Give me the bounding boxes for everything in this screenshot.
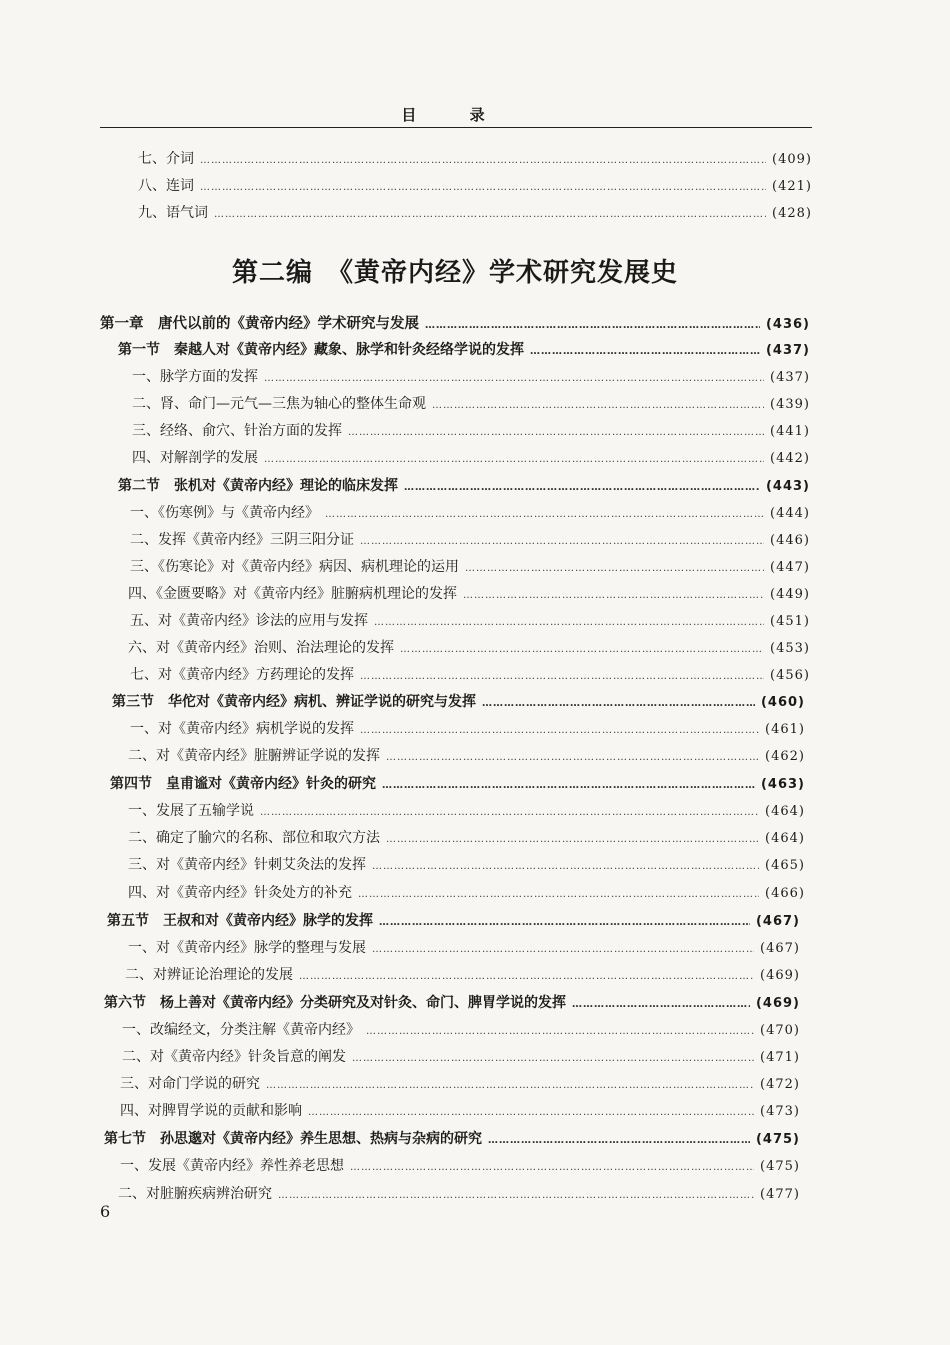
toc-section xyxy=(118,339,810,363)
toc-entry-page: (409) xyxy=(772,152,812,167)
toc-entry-page: (421) xyxy=(772,179,812,194)
dot-leader xyxy=(488,1135,750,1146)
toc-entry-title: 一、《伤寒例》与《黄帝内经》 xyxy=(130,505,319,521)
dot-leader xyxy=(463,590,764,601)
dot-leader xyxy=(360,725,759,736)
toc-chapter xyxy=(100,312,810,336)
toc-item xyxy=(138,202,812,226)
dot-leader xyxy=(358,889,759,900)
toc-entry-title: 第二节 张机对《黄帝内经》理论的临床发挥 xyxy=(118,478,398,494)
toc-entry-title: 一、对《黄帝内经》脉学的整理与发展 xyxy=(128,940,366,956)
part-title: 第二编 《黄帝内经》学术研究发展史 xyxy=(231,258,678,288)
toc-item xyxy=(132,393,810,417)
toc-entry-page: (437) xyxy=(765,343,810,358)
toc-entry-page: (446) xyxy=(770,533,810,548)
toc-item xyxy=(128,745,805,769)
toc-section xyxy=(104,992,800,1016)
toc-entry-page: (465) xyxy=(765,858,805,873)
toc-entry-page: (437) xyxy=(770,370,810,385)
toc-entry-title: 三、经络、俞穴、针治方面的发挥 xyxy=(132,423,342,439)
toc-entry-page: (475) xyxy=(755,1132,800,1147)
toc-entry-page: (470) xyxy=(760,1023,800,1038)
toc-entry-title: 三、对命门学说的研究 xyxy=(120,1076,260,1092)
toc-entry-title: 三、《伤寒论》对《黄帝内经》病因、病机理论的运用 xyxy=(130,559,459,575)
dot-leader xyxy=(214,209,766,220)
dot-leader xyxy=(404,482,760,493)
toc-entry-title: 四、对《黄帝内经》针灸处方的补充 xyxy=(128,885,352,901)
dot-leader xyxy=(379,917,750,928)
toc-entry-page: (471) xyxy=(760,1050,800,1065)
toc-entry-page: (467) xyxy=(755,914,800,929)
toc-entry-page: (456) xyxy=(770,668,810,683)
toc-entry-title: 五、对《黄帝内经》诊法的应用与发挥 xyxy=(130,613,368,629)
toc-item xyxy=(128,937,800,961)
toc-entry-page: (463) xyxy=(760,777,805,792)
toc-entry-page: (464) xyxy=(765,804,805,819)
toc-entry-title: 第七节 孙思邈对《黄帝内经》养生思想、热病与杂病的研究 xyxy=(104,1131,482,1147)
toc-item xyxy=(130,529,810,553)
dot-leader xyxy=(400,644,764,655)
header-rule xyxy=(100,127,812,128)
toc-entry-title: 二、确定了腧穴的名称、部位和取穴方法 xyxy=(128,830,380,846)
dot-leader xyxy=(366,1026,754,1037)
toc-item xyxy=(128,854,805,878)
dot-leader xyxy=(386,834,759,845)
dot-leader xyxy=(386,752,759,763)
toc-entry-page: (460) xyxy=(760,695,805,710)
toc-entry-title: 一、对《黄帝内经》病机学说的发挥 xyxy=(130,721,354,737)
toc-section xyxy=(104,1128,800,1152)
toc-section xyxy=(107,910,800,934)
toc-entry-title: 一、发展《黄帝内经》养性养老思想 xyxy=(120,1158,344,1174)
toc-item xyxy=(122,1019,800,1043)
running-head: 目 录 xyxy=(401,106,509,124)
toc-entry-page: (444) xyxy=(770,506,810,521)
dot-leader xyxy=(382,780,755,791)
toc-entry-page: (475) xyxy=(760,1159,800,1174)
toc-entry-title: 一、改编经文，分类注解《黄帝内经》 xyxy=(122,1022,360,1038)
dot-leader xyxy=(360,536,764,547)
toc-entry-page: (436) xyxy=(765,317,810,332)
toc-entry-title: 二、对辨证论治理论的发展 xyxy=(125,967,293,983)
toc-entry-page: (466) xyxy=(765,886,805,901)
toc-entry-title: 第六节 杨上善对《黄帝内经》分类研究及对针灸、命门、脾胃学说的发挥 xyxy=(104,995,566,1011)
toc-entry-title: 第一章 唐代以前的《黄帝内经》学术研究与发展 xyxy=(100,316,419,332)
toc-entry-title: 七、介词 xyxy=(138,151,194,167)
toc-entry-page: (472) xyxy=(760,1077,800,1092)
toc-item xyxy=(128,882,805,906)
toc-item xyxy=(130,610,810,634)
toc-entry-page: (442) xyxy=(770,451,810,466)
toc-entry-page: (441) xyxy=(770,424,810,439)
toc-item xyxy=(125,964,800,988)
dot-leader xyxy=(264,373,764,384)
toc-entry-page: (467) xyxy=(760,941,800,956)
toc-item xyxy=(122,1046,800,1070)
toc-entry-title: 二、对《黄帝内经》针灸旨意的阐发 xyxy=(122,1049,346,1065)
toc-item xyxy=(130,556,810,580)
dot-leader xyxy=(350,1162,754,1173)
toc-entry-title: 六、对《黄帝内经》治则、治法理论的发挥 xyxy=(128,640,394,656)
toc-item xyxy=(120,1073,800,1097)
toc-entry-title: 二、肾、命门—元气—三焦为轴心的整体生命观 xyxy=(132,396,426,412)
toc-entry-title: 八、连词 xyxy=(138,178,194,194)
dot-leader xyxy=(432,400,764,411)
toc-entry-page: (469) xyxy=(760,968,800,983)
toc-item xyxy=(138,148,812,172)
toc-item xyxy=(132,366,810,390)
toc-item xyxy=(128,800,805,824)
toc-entry-title: 第四节 皇甫谧对《黄帝内经》针灸的研究 xyxy=(110,776,376,792)
toc-item xyxy=(130,502,810,526)
toc-entry-page: (464) xyxy=(765,831,805,846)
dot-leader xyxy=(278,1190,754,1201)
toc-entry-title: 四、对脾胃学说的贡献和影响 xyxy=(120,1103,302,1119)
dot-leader xyxy=(264,454,764,465)
toc-entry-title: 九、语气词 xyxy=(138,205,208,221)
toc-entry-page: (439) xyxy=(770,397,810,412)
toc-entry-title: 七、对《黄帝内经》方药理论的发挥 xyxy=(130,667,354,683)
toc-item xyxy=(132,420,810,444)
toc-entry-page: (473) xyxy=(760,1104,800,1119)
dot-leader xyxy=(299,971,754,982)
toc-entry-title: 四、《金匮要略》对《黄帝内经》脏腑病机理论的发挥 xyxy=(128,586,457,602)
dot-leader xyxy=(465,563,764,574)
dot-leader xyxy=(530,346,760,357)
toc-section xyxy=(110,773,805,797)
dot-leader xyxy=(482,698,755,709)
dot-leader xyxy=(200,182,766,193)
toc-entry-title: 四、对解剖学的发展 xyxy=(132,450,258,466)
toc-item xyxy=(138,175,812,199)
toc-item xyxy=(128,827,805,851)
toc-item xyxy=(132,447,810,471)
dot-leader xyxy=(372,861,759,872)
dot-leader xyxy=(425,320,760,331)
toc-entry-page: (428) xyxy=(772,206,812,221)
toc-entry-page: (443) xyxy=(765,479,810,494)
toc-entry-page: (469) xyxy=(755,996,800,1011)
toc-item xyxy=(118,1183,800,1207)
toc-entry-title: 第一节 秦越人对《黄帝内经》藏象、脉学和针灸经络学说的发挥 xyxy=(118,342,524,358)
toc-entry-title: 一、发展了五输学说 xyxy=(128,803,254,819)
toc-section xyxy=(112,691,805,715)
toc-entry-page: (447) xyxy=(770,560,810,575)
dot-leader xyxy=(308,1107,754,1118)
toc-item xyxy=(130,664,810,688)
toc-entry-title: 二、对《黄帝内经》脏腑辨证学说的发挥 xyxy=(128,748,380,764)
toc-section xyxy=(118,475,810,499)
toc-item xyxy=(120,1155,800,1179)
dot-leader xyxy=(352,1053,754,1064)
toc-item xyxy=(120,1100,800,1124)
page-number: 6 xyxy=(100,1202,111,1221)
dot-leader xyxy=(325,509,764,520)
dot-leader xyxy=(266,1080,754,1091)
dot-leader xyxy=(372,944,754,955)
dot-leader xyxy=(200,155,766,166)
dot-leader xyxy=(572,999,750,1010)
dot-leader xyxy=(348,427,764,438)
toc-entry-title: 第三节 华佗对《黄帝内经》病机、辨证学说的研究与发挥 xyxy=(112,694,476,710)
toc-entry-page: (451) xyxy=(770,614,810,629)
toc-entry-page: (453) xyxy=(770,641,810,656)
toc-entry-title: 二、发挥《黄帝内经》三阴三阳分证 xyxy=(130,532,354,548)
toc-item xyxy=(128,583,810,607)
toc-entry-page: (449) xyxy=(770,587,810,602)
toc-entry-page: (477) xyxy=(760,1187,800,1202)
dot-leader xyxy=(260,807,759,818)
toc-entry-title: 二、对脏腑疾病辨治研究 xyxy=(118,1186,272,1202)
toc-entry-page: (462) xyxy=(765,749,805,764)
toc-item xyxy=(128,637,810,661)
dot-leader xyxy=(374,617,764,628)
toc-entry-title: 一、脉学方面的发挥 xyxy=(132,369,258,385)
toc-entry-page: (461) xyxy=(765,722,805,737)
toc-entry-title: 第五节 王叔和对《黄帝内经》脉学的发挥 xyxy=(107,913,373,929)
dot-leader xyxy=(360,671,764,682)
toc-entry-title: 三、对《黄帝内经》针刺艾灸法的发挥 xyxy=(128,857,366,873)
toc-item xyxy=(130,718,805,742)
